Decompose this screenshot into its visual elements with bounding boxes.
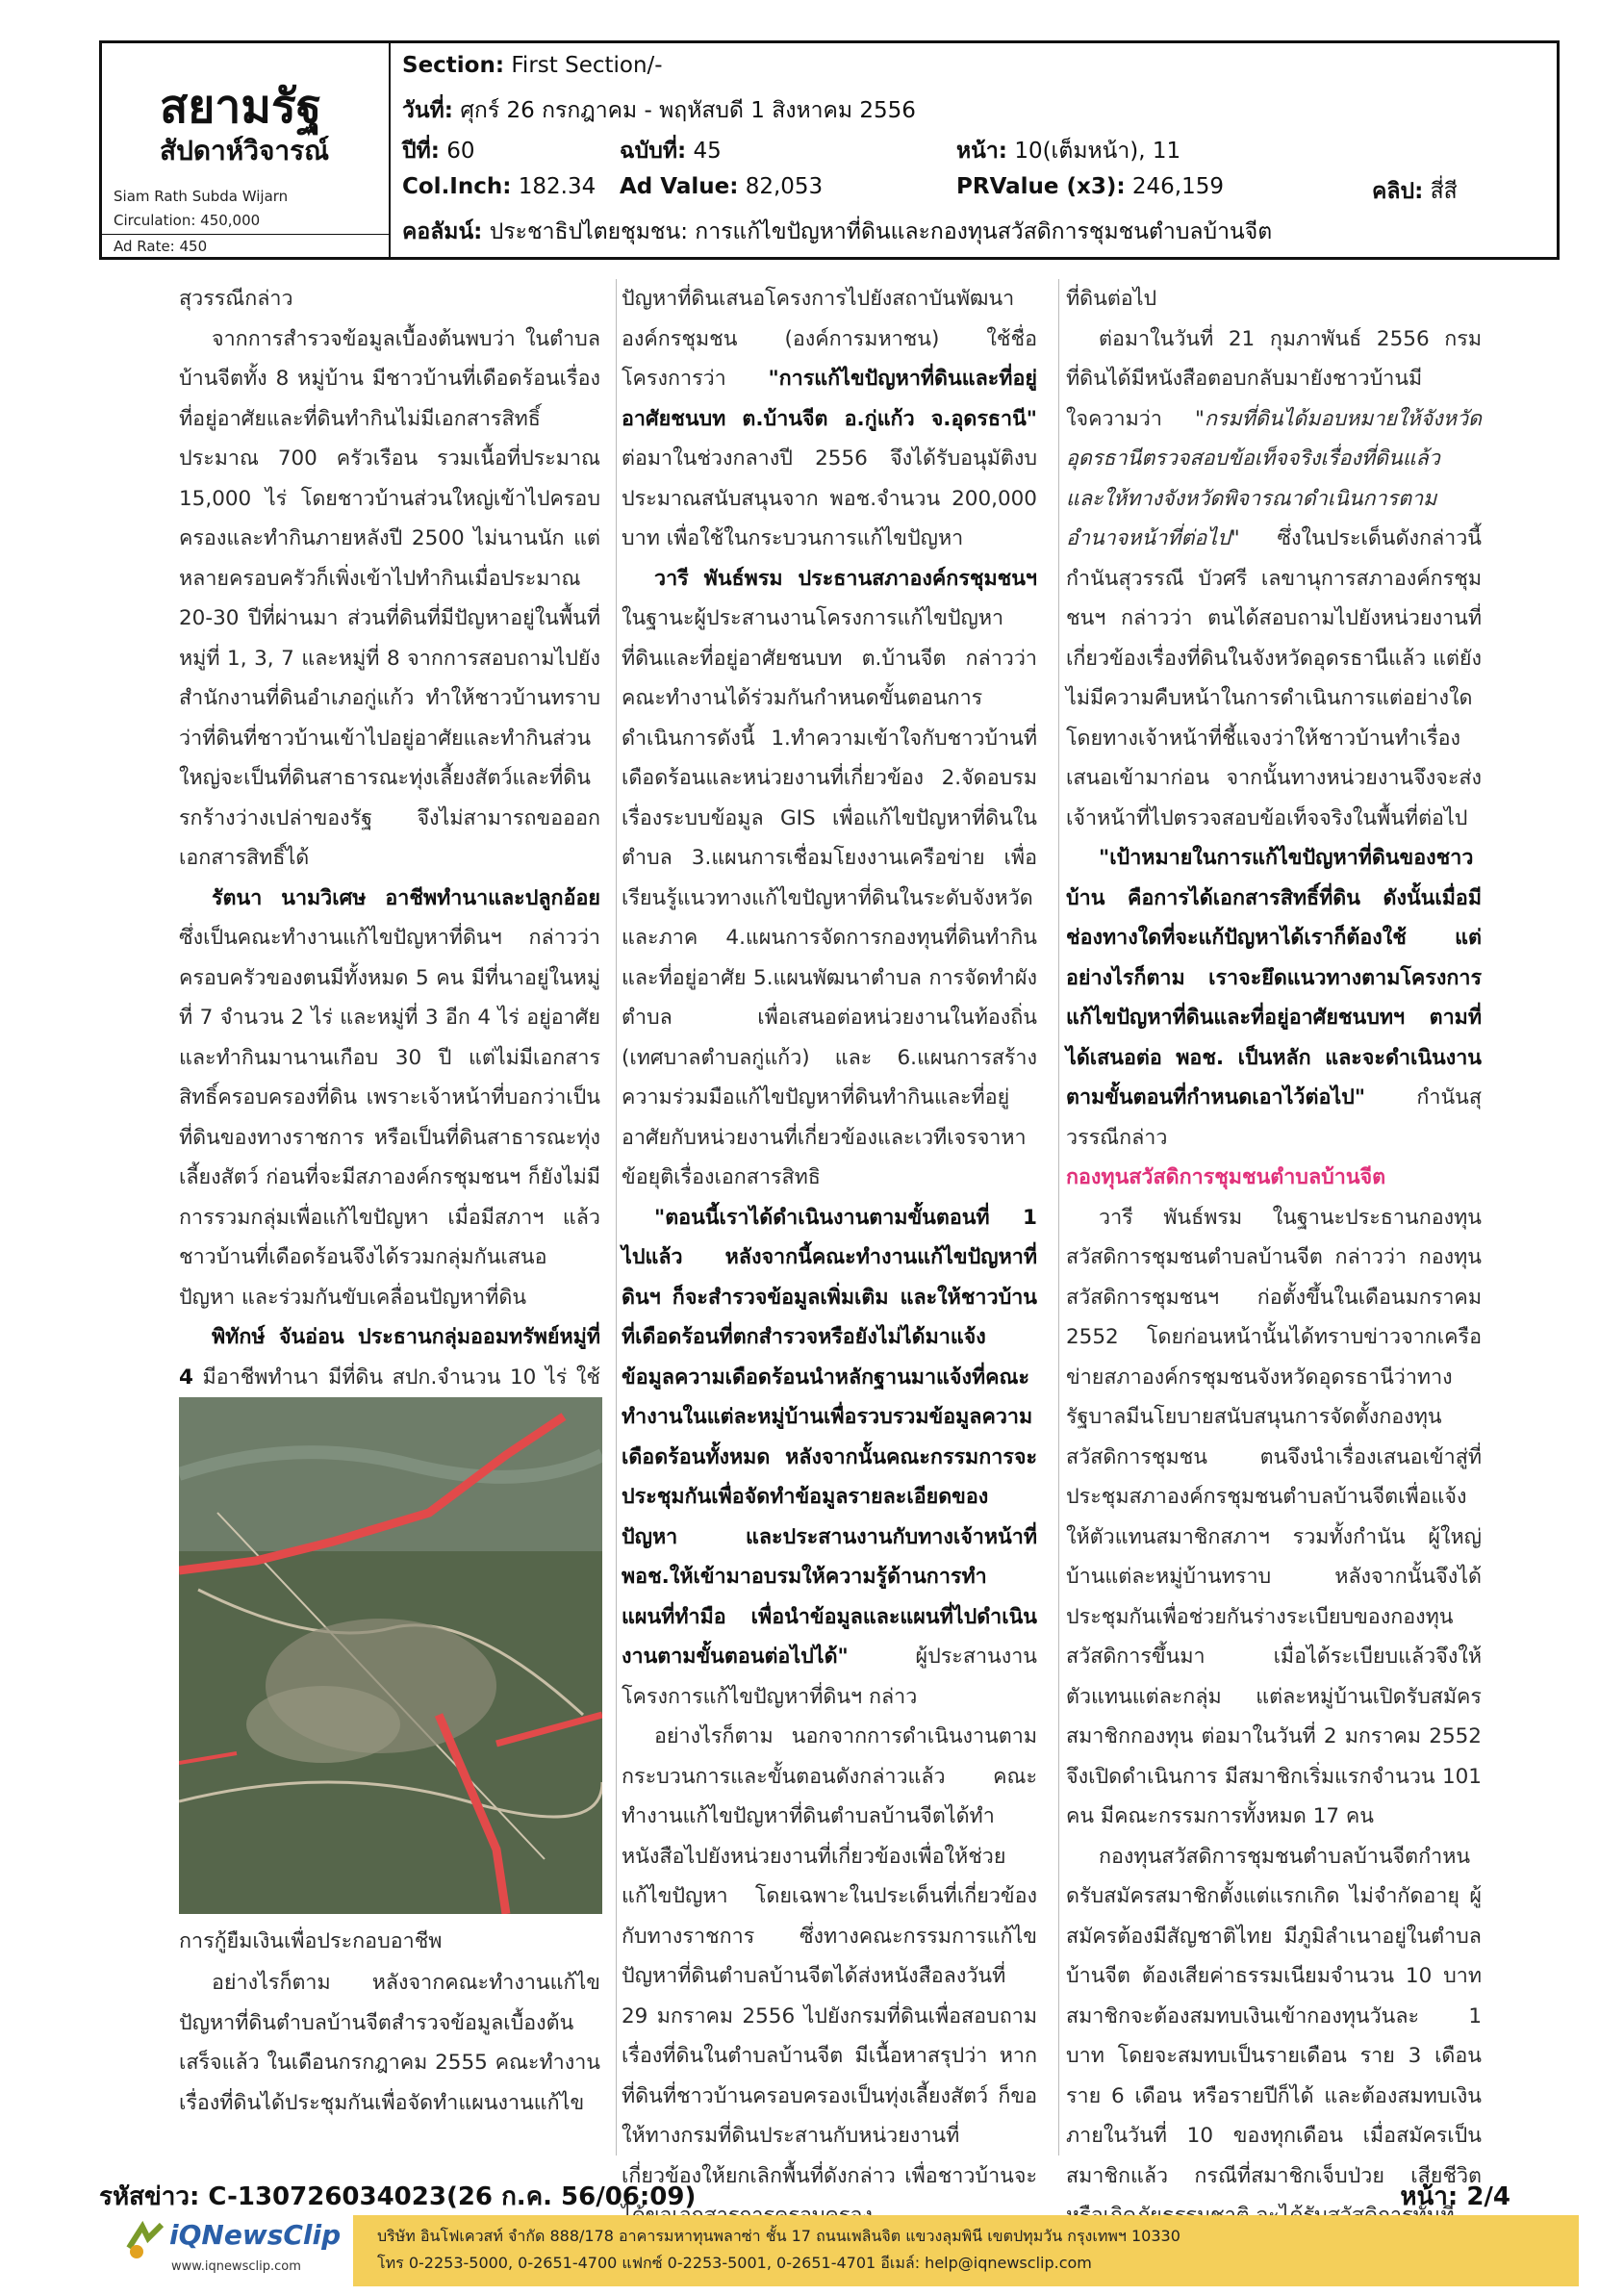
- article-column-1-bottom: [179, 1963, 600, 2123]
- paragraph: "เป้าหมายในการแก้ไขปัญหาที่ดินของชาวบ้าน คือการได้เอกสารสิทธิ์ที่ดิน ดังนั้นเมื่อมีช่องทางใดที่จะแก้ปัญหาได้เราก็ต้องใช้ แต่อย่างไรก็ตาม เราจะยึดแนวทางตามโครงการแก้ไขปัญหาที่ดินและที่อยู่อาศัยชนบทฯ ตามที่ได้เสนอต่อ พอช. เป็นหลัก และจะดำเนินงานตามขั้นตอนที่กำหนดเอาไว้ต่อไป" กำนันสุวรรณีกล่าว: [1066, 846, 1482, 1150]
- page-indicator: หน้า: 2/4: [1400, 2182, 1510, 2211]
- column-divider: [1058, 279, 1059, 2156]
- publication-english-name: Siam Rath Subda Wijarn: [114, 188, 289, 205]
- paragraph: รัตนา นามวิเศษ อาชีพทำนาและปลูกอ้อย ซึ่งเป็นคณะทำงานแก้ไขปัญหาที่ดินฯ กล่าวว่า ครอบครัวของตนมีทั้งหมด 5 คน มีที่นาอยู่ในหมู่ที่ 7 จำนวน 2 ไร่ และหมู่ที่ 3 อีก 4 ไร่ อยู่อาศัยและทำกินมานานเกือบ 30 ปี แต่ไม่มีเอกสารสิทธิ์ครอบครองที่ดิน เพราะเจ้าหน้าที่บอกว่าเป็นที่ดินของทางราชการ หรือเป็นที่ดินสาธารณะทุ่งเลี้ยงสัตว์ ก่อนที่จะมีสภาองค์กรชุมชนฯ ก็ยังไม่มีการรวมกลุ่มเพื่อแก้ไขปัญหา เมื่อมีสภาฯ แล้วชาวบ้านที่เดือดร้อนจึงได้รวมกลุ่มกันเสนอปัญหา และร่วมกันขับเคลื่อนปัญหาที่ดิน: [179, 885, 600, 1310]
- paragraph: วารี พันธ์พรม ประธานสภาองค์กรชุมชนฯ ในฐานะผู้ประสานงานโครงการแก้ไขปัญหาที่ดินและที่อยู่อาศัยชนบท ต.บ้านจีต กล่าวว่า คณะทำงานได้ร่วมกันกำหนดขั้นตอนการดำเนินการดังนี้ 1.ทำความเข้าใจกับชาวบ้านที่เดือดร้อนและหน่วยงานที่เกี่ยวข้อง 2.จัดอบรมเรื่องระบบข้อมูล GIS เพื่อแก้ไขปัญหาที่ดินในตำบล 3.แผนการเชื่อมโยงงานเครือข่าย เพื่อเรียนรู้แนวทางแก้ไขปัญหาที่ดินในระดับจังหวัดและภาค 4.แผนการจัดการกองทุนที่ดินทำกินและที่อยู่อาศัย 5.แผนพัฒนาตำบล การจัดทำผังตำบล เพื่อเสนอต่อหน่วยงานในท้องถิ่น (เทศบาลตำบลกู่แก้ว) และ 6.แผนการสร้างความร่วมมือแก้ไขปัญหาที่ดินทำกินและที่อยู่อาศัยกับหน่วยงานที่เกี่ยวข้องและเวทีเจรจาหาข้อยุติเรื่องเอกสารสิทธิ: [622, 566, 1037, 1189]
- photo-continuation-text: การกู้ยืมเงินเพื่อประกอบอาชีพ: [179, 1929, 443, 1953]
- article-column-2: [622, 279, 1037, 2236]
- logo-text: iQNewsClip: [169, 2219, 342, 2251]
- company-contact: โทร 0-2253-5000, 0-2651-4700 แฟกซ์ 0-2253-5001, 0-2651-4701 อีเมล์: help@iqnewsclip.com: [377, 2254, 1092, 2272]
- publication-logo: สยามรัฐ: [160, 80, 322, 134]
- paragraph: อย่างไรก็ตาม นอกจากการดำเนินงานตามกระบวนการและขั้นตอนดังกล่าวแล้ว คณะทำงานแก้ไขปัญหาที่ดินตำบลบ้านจีตได้ทำหนังสือไปยังหน่วยงานที่เกี่ยวข้องเพื่อให้ช่วยแก้ไขปัญหา โดยเฉพาะในประเด็นที่เกี่ยวข้องกับทางราชการ ซึ่งทางคณะกรรมการแก้ไขปัญหาที่ดินตำบลบ้านจีตได้ส่งหนังสือลงวันที่ 29 มกราคม 2556 ไปยังกรมที่ดินเพื่อสอบถามเรื่องที่ดินในตำบลบ้านจีต มีเนื้อหาสรุปว่า หากที่ดินที่ชาวบ้านครอบครองเป็นทุ่งเลี้ยงสัตว์ ก็ขอให้ทางกรมที่ดินประสานกับหน่วยงานที่เกี่ยวข้องให้ยกเลิกพื้นที่ดังกล่าว เพื่อชาวบ้านจะ: [622, 1724, 1037, 2188]
- clip-icon: [123, 2219, 167, 2263]
- publication-brand: [102, 43, 391, 257]
- paragraph: ต่อมาในวันที่ 21 กุมภาพันธ์ 2556 กรมที่ดินได้มีหนังสือตอบกลับมายังชาวบ้านมีใจความว่า "กรมที่ดินได้มอบหมายให้จังหวัดอุดรธานีตรวจสอบข้อเท็จจริงเรื่องที่ดินแล้ว และให้ทางจังหวัดพิจารณาดำเนินการตามอำนาจหน้าที่ต่อไป" ซึ่งในประเด็นดังกล่าวนี้ กำนันสุวรรณี บัวศรี เลขานุการสภาองค์กรชุมชนฯ กล่าวว่า ตนได้สอบถามไปยังหน่วยงานที่เกี่ยวข้องเรื่องที่ดินในจังหวัดอุดรธานีแล้ว แต่ยังไม่มีความคืบหน้าในการดำเนินการแต่อย่างใด โดยทางเจ้าหน้าที่ชี้แจงว่าให้ชาวบ้านทำเรื่องเสนอเข้ามาก่อน จากนั้นทางหน่วยงานจึงจะส่งเจ้าหน้าที่ไปตรวจสอบข้อเท็จจริงในพื้นที่ต่อไป: [1066, 326, 1482, 830]
- colinch-field: Col.Inch: 182.34: [402, 174, 596, 199]
- subheading: กองทุนสวัสดิการชุมชนตำบลบ้านจีต: [1066, 1165, 1386, 1189]
- paragraph: สุวรรณีกล่าว: [179, 287, 293, 311]
- logo-url: www.iqnewsclip.com: [171, 2259, 301, 2274]
- clip-field: คลิป: สี่สี: [1372, 179, 1458, 204]
- paragraph: กองทุนสวัสดิการชุมชนตำบลบ้านจีตกำหนดรับสมัครสมาชิกตั้งแต่แรกเกิด ไม่จำกัดอายุ ผู้สมัครต้องมีสัญชาติไทย มีภูมิลำเนาอยู่ในตำบลบ้านจีต ต้องเสียค่าธรรมเนียมจำนวน 10 บาท สมาชิกจะต้องสมทบเงินเข้ากองทุนวันละ 1 บาท โดยจะสมทบเป็นรายเดือน ราย 3 เดือน ราย 6 เดือน หรือรายปีก็ได้ และต้องสมทบเงินภายในวันที่ 10 ของทุกเดือน เมื่อสมัครเป็นสมาชิกแล้ว กรณีที่สมาชิกเจ็บป่วย เสียชีวิต: [1066, 1844, 1482, 2188]
- paragraph: อย่างไรก็ตาม หลังจากคณะทำงานแก้ไขปัญหาที่ดินตำบลบ้านจีตสำรวจข้อมูลเบื้องต้นเสร็จแล้ว ในเดือนกรกฎาคม 2555 คณะทำงานเรื่องที่ดินได้ประชุมกันเพื่อจัดทำแผนงานแก้ไข: [179, 1971, 600, 2115]
- issue-field: ฉบับที่: 45: [620, 139, 722, 164]
- paragraph: พิทักษ์ จันอ่อน ประธานกลุ่มออมทรัพย์หมู่ที่ 4 มีอาชีพทำนา มีที่ดิน สปก.จำนวน 10 ไร่ ใช้: [179, 1325, 600, 1390]
- iqnewsclip-logo: [123, 2213, 344, 2286]
- circulation: Circulation: 450,000: [114, 212, 261, 229]
- paragraph: ปัญหาที่ดินเสนอโครงการไปยังสถาบันพัฒนาองค์กรชุมชน (องค์การมหาชน) ใช้ชื่อโครงการว่า "การแก้ไขปัญหาที่ดินและที่อยู่อาศัยชนบท ต.บ้านจีต อ.กู่แก้ว จ.อุดรธานี" ต่อมาในช่วงกลางปี 2556 จึงได้รับอนุมัติงบประมาณสนับสนุนจาก พอช.จำนวน 200,000 บาท เพื่อใช้ในกระบวนการแก้ไขปัญหา: [622, 287, 1037, 550]
- prvalue-field: PRValue (x3): 246,159: [956, 174, 1224, 199]
- news-code: รหัสข่าว: C-130726034023(26 ก.ค. 56/06:09): [99, 2182, 697, 2211]
- aerial-map-image: [179, 1397, 602, 1914]
- clipping-header: [99, 40, 1560, 260]
- company-address: บริษัท อินโฟเควสท์ จำกัด 888/178 อาคารมหาทุนพลาซ่า ชั้น 17 ถนนเพลินจิต แขวงลุมพินี เขตปทุมวัน กรุงเทพฯ 10330: [377, 2227, 1180, 2245]
- year-field: ปีที่: 60: [402, 139, 475, 164]
- article-column-3: [1066, 279, 1482, 2236]
- paragraph: ที่ดินต่อไป: [1066, 287, 1157, 311]
- paragraph: จากการสำรวจข้อมูลเบื้องต้นพบว่า ในตำบลบ้านจีตทั้ง 8 หมู่บ้าน มีชาวบ้านที่เดือดร้อนเรื่องที่อยู่อาศัยและที่ดินทำกินไม่มีเอกสารสิทธิ์ประมาณ 700 ครัวเรือน รวมเนื้อที่ประมาณ 15,000 ไร่ โดยชาวบ้านส่วนใหญ่เข้าไปครอบครองและทำกินภายหลังปี 2500 ไม่นานนัก แต่หลายครอบครัวก็เพิ่งเข้าไปทำกินเมื่อประมาณ 20-30 ปีที่ผ่านมา ส่วนที่ดินที่มีปัญหาอยู่ในพื้นที่หมู่ที่ 1, 3, 7 และหมู่ที่ 8 จากการสอบถามไปยังสำนักงานที่ดินอำเภอกู่แก้ว ทำให้ชาวบ้านทราบว่าที่ดินที่ชาวบ้านเข้าไปอยู่อาศัยและทำกินส่วนใหญ่จะเป็นที่ดินสาธารณะทุ่งเลี้ยงสัตว์และที่ดินรกร้างว่างเปล่าของรัฐ จึงไม่สามารถขอออกเอกสารสิทธิ์ได้: [179, 326, 600, 870]
- aerial-map-photo: [179, 1397, 602, 1914]
- publication-subtitle: สัปดาห์วิจารณ์: [160, 135, 330, 166]
- page-field: หน้า: 10(เต็มหน้า), 11: [956, 139, 1181, 164]
- paragraph: วารี พันธ์พรม ในฐานะประธานกองทุนสวัสดิการชุมชนตำบลบ้านจีต กล่าวว่า กองทุนสวัสดิการชุมชนฯ ก่อตั้งขึ้นในเดือนมกราคม 2552 โดยก่อนหน้านั้นได้ทราบข่าวจากเครือข่ายสภาองค์กรชุมชนจังหวัดอุดรธานีว่าทางรัฐบาลมีนโยบายสนับสนุนการจัดตั้งกองทุนสวัสดิการชุมชน ตนจึงนำเรื่องเสนอเข้าสู่ที่ประชุมสภาองค์กรชุมชนตำบลบ้านจีตเพื่อแจ้งให้ตัวแทนสมาชิกสภาฯ รวมทั้งกำนัน ผู้ใหญ่บ้านแต่ละหมู่บ้านทราบ หลังจากนั้นจึงได้ประชุมกันเพื่อช่วยกันร่างระเบียบของกองทุนสวัสดิการขึ้นมา เมื่อได้ระเบียบแล้วจึงให้ตัวแทนแต่ละกลุ่ม แต่ละหมู่บ้านเปิดรับสมัครสมาชิกกองทุน ต่อมาในวันที่ 2 มกราคม 2552 จึงเปิดดำเนินการ มีสมาชิกเริ่มแรกจำนวน 101 คน มีคณะกรรมการทั้งหมด 17 คน: [1066, 1205, 1482, 1828]
- ad-rate: Ad Rate: 450: [102, 234, 389, 257]
- column-divider: [616, 279, 617, 2156]
- date-field: วันที่: ศุกร์ 26 กรกฎาคม - พฤหัสบดี 1 สิงหาคม 2556: [402, 98, 916, 123]
- advalue-field: Ad Value: 82,053: [620, 174, 824, 199]
- paragraph: "ตอนนี้เราได้ดำเนินงานตามขั้นตอนที่ 1 ไปแล้ว หลังจากนี้คณะทำงานแก้ไขปัญหาที่ดินฯ ก็จะสำรวจข้อมูลเพิ่มเติม และให้ชาวบ้านที่เดือดร้อนที่ตกสำรวจหรือยังไม่ได้มาแจ้งข้อมูลความเดือดร้อนนำหลักฐานมาแจ้งที่คณะทำงานในแต่ละหมู่บ้านเพื่อรวบรวมข้อมูลความเดือดร้อนทั้งหมด หลังจากนั้นคณะกรรมการจะประชุมกันเพื่อจัดทำข้อมูลรายละเอียดของปัญหา และประสานงานกับทางเจ้าหน้าที่ พอช.ให้เข้ามาอบรมให้ความรู้ด้านการทำแผนที่ทำมือ เพื่อนำข้อมูลและแผนที่ไปดำเนินงานตามขั้นตอนต่อไปได้" ผู้ประสานงานโครงการแก้ไขปัญหาที่ดินฯ กล่าว: [622, 1205, 1037, 1709]
- section-field: Section: First Section/-: [402, 53, 663, 78]
- column-field: คอลัมน์: ประชาธิปไตยชุมชน: การแก้ไขปัญหาที่ดินและกองทุนสวัสดิการชุมชนตำบลบ้านจีต: [402, 219, 1273, 244]
